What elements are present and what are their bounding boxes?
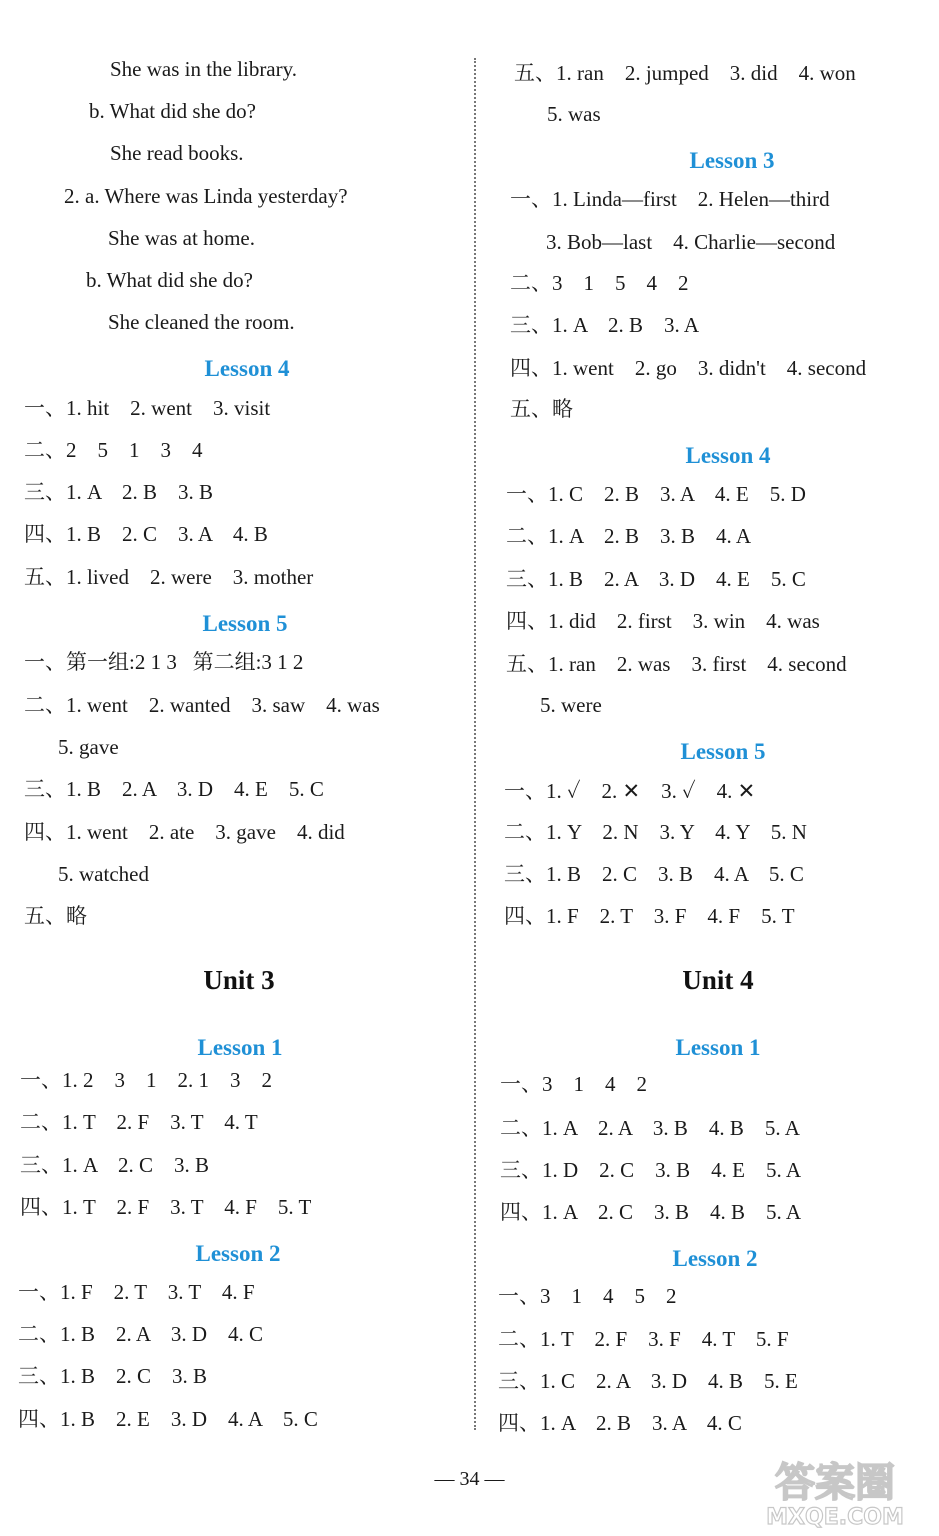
answer-line: 二、1. went 2. wanted 3. saw 4. was [24,693,380,717]
answer-line: 五、1. ran 2. jumped 3. did 4. won [514,61,856,85]
lesson-heading: Lesson 4 [685,443,771,468]
answer-line: 四、1. went 2. ate 3. gave 4. did [24,820,345,844]
answer-line: 二、2 5 1 3 4 [24,438,203,462]
lesson-heading: Lesson 2 [195,1241,281,1266]
lesson-heading: Lesson 5 [680,739,766,764]
watermark-logo [745,1454,925,1530]
unit-heading: Unit 3 [203,965,275,995]
answer-line: 二、1. A 2. B 3. B 4. A [506,524,752,548]
answer-line: 一、3 1 4 5 2 [498,1284,677,1308]
answer-line: She cleaned the room. [108,310,295,334]
answer-line: 一、第一组:2 1 3 第二组:3 1 2 [24,650,304,674]
answer-line: 2. a. Where was Linda yesterday? [64,184,348,208]
answer-line: 五、1. ran 2. was 3. first 4. second [506,652,847,676]
answer-line: 四、1. T 2. F 3. T 4. F 5. T [20,1195,312,1219]
answer-line: 四、1. B 2. E 3. D 4. A 5. C [18,1407,318,1431]
page-number: — 34 — [434,1468,505,1490]
answer-line: 三、1. D 2. C 3. B 4. E 5. A [500,1158,802,1182]
answer-line: She was at home. [108,226,255,250]
column-divider [474,58,476,1430]
answer-line: 一、1. 2 3 1 2. 1 3 2 [20,1068,272,1092]
answer-line: 一、1. Linda—first 2. Helen—third [510,187,830,211]
answer-line: 四、1. A 2. B 3. A 4. C [498,1411,742,1435]
answer-line: 三、1. B 2. C 3. B [18,1364,208,1388]
answer-line: 二、1. T 2. F 3. T 4. T [20,1110,258,1134]
answer-line: 五、略 [24,904,87,928]
answer-line: 二、1. T 2. F 3. F 4. T 5. F [498,1327,789,1351]
answer-line: 一、3 1 4 2 [500,1072,647,1096]
answer-line: 5. watched [58,862,149,886]
answer-line: 五、略 [510,397,573,421]
lesson-heading: Lesson 1 [675,1035,761,1060]
answer-line: 5. gave [58,735,119,759]
answer-line: 三、1. A 2. B 3. A [510,313,700,337]
answer-line: 一、1. hit 2. went 3. visit [24,396,271,420]
unit-heading: Unit 4 [682,965,754,995]
watermark-text: 答案圈 [775,1460,895,1506]
lesson-heading: Lesson 4 [204,356,290,381]
answer-line: 5. was [547,102,601,126]
answer-line: 二、1. B 2. A 3. D 4. C [18,1322,264,1346]
answer-line: 四、1. did 2. first 3. win 4. was [506,609,820,633]
answer-line: 三、1. B 2. A 3. D 4. E 5. C [506,567,806,591]
answer-line: 三、1. A 2. B 3. B [24,480,214,504]
answer-line: 二、1. A 2. A 3. B 4. B 5. A [500,1116,800,1140]
answer-line: 三、1. C 2. A 3. D 4. B 5. E [498,1369,798,1393]
answer-line: 三、1. B 2. C 3. B 4. A 5. C [504,862,804,886]
answer-line: 3. Bob—last 4. Charlie—second [546,230,836,254]
answer-line: 一、1. F 2. T 3. T 4. F [18,1280,255,1304]
answer-line: 四、1. B 2. C 3. A 4. B [24,522,268,546]
watermark-subtext: MXQE.COM [766,1505,904,1530]
answer-line: 一、1. C 2. B 3. A 4. E 5. D [506,482,806,506]
answer-line: 三、1. B 2. A 3. D 4. E 5. C [24,777,324,801]
answer-line: b. What did she do? [89,99,256,123]
answer-line: b. What did she do? [86,268,253,292]
answer-line: She read books. [110,141,244,165]
answer-line: She was in the library. [110,57,298,81]
lesson-heading: Lesson 2 [672,1246,758,1271]
answer-line: 四、1. F 2. T 3. F 4. F 5. T [504,904,795,928]
lesson-heading: Lesson 1 [197,1035,283,1060]
lesson-heading: Lesson 3 [689,148,775,173]
answer-line: 四、1. went 2. go 3. didn't 4. second [510,356,867,380]
answer-line: 二、1. Y 2. N 3. Y 4. Y 5. N [504,820,807,844]
answer-line: 四、1. A 2. C 3. B 4. B 5. A [500,1200,802,1224]
answer-line: 一、1. ✓ 2. ✕ 3. ✓ 4. ✕ [504,779,756,803]
answer-line: 三、1. A 2. C 3. B [20,1153,210,1177]
answer-line: 5. were [540,693,602,717]
answer-line: 五、1. lived 2. were 3. mother [24,565,314,589]
answer-line: 二、3 1 5 4 2 [510,271,689,295]
lesson-heading: Lesson 5 [202,611,288,636]
